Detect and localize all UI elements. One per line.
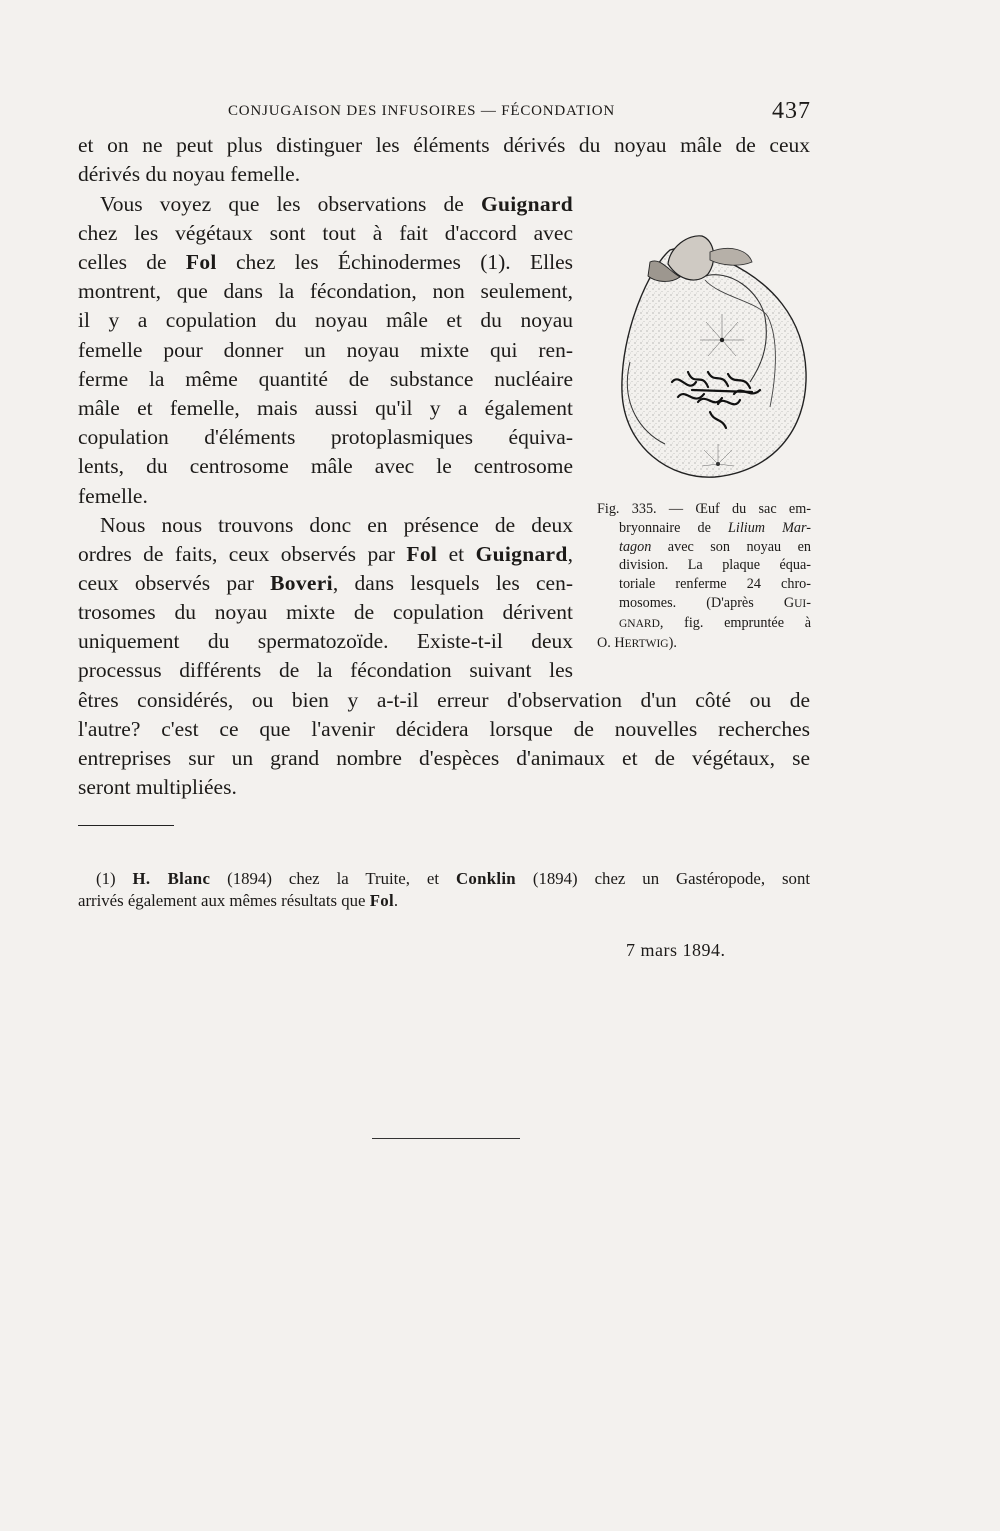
text-line: montrent, que dans la fécondation, non seulement,: [78, 279, 573, 303]
caption-line: O. HERTWIG).: [597, 634, 677, 651]
text-line: celles de Fol chez les Échinodermes (1). Elles: [78, 250, 573, 274]
caption-line: toriale renferme 24 chro-: [619, 576, 811, 593]
text-line: Vous voyez que les observations de Guignard: [100, 192, 573, 216]
end-rule: [372, 1138, 520, 1139]
egg-cell-illustration: [610, 222, 815, 502]
caption-line: Fig. 335. — Œuf du sac em-: [597, 501, 811, 517]
footnote-line: arrivés également aux mêmes résultats que Fol.: [78, 891, 399, 910]
caption-line: division. La plaque équa-: [619, 557, 811, 574]
caption-line: tagon avec son noyau en: [619, 538, 811, 555]
caption-line: GNARD, fig. empruntée à: [619, 614, 811, 631]
caption-line: bryonnaire de Lilium Mar-: [619, 519, 811, 536]
text-line: copulation d'éléments protoplasmiques équiva-: [78, 425, 573, 449]
footnote-rule: [78, 825, 174, 826]
text-line: seront multipliées.: [78, 775, 237, 799]
text-line: uniquement du spermatozoïde. Existe-t-il deux: [78, 629, 573, 653]
page-number: 437: [772, 98, 811, 124]
text-line: entreprises sur un grand nombre d'espèces d'animaux et de végétaux, se: [78, 746, 810, 770]
text-line: chez les végétaux sont tout à fait d'accord avec: [78, 221, 573, 245]
text-line: mâle et femelle, mais aussi qu'il y a également: [78, 396, 573, 420]
figure-caption: [597, 500, 811, 653]
footnote: [78, 868, 810, 912]
text-line: ordres de faits, ceux observés par Fol et Guignard,: [78, 542, 573, 566]
text-line: processus différents de la fécondation suivant les: [78, 658, 573, 682]
text-line: lents, du centrosome mâle avec le centrosome: [78, 454, 573, 478]
text-line: trosomes du noyau mixte de copulation dérivent: [78, 600, 573, 624]
text-line: femelle.: [78, 484, 148, 508]
text-line: l'autre? c'est ce que l'avenir décidera lorsque de nouvelles recherches: [78, 717, 810, 741]
text-line: ceux observés par Boveri, dans lesquels les cen-: [78, 571, 573, 595]
text-line: Nous nous trouvons donc en présence de deux: [100, 513, 573, 537]
caption-line: mosomes. (D'après GUI-: [619, 594, 811, 611]
text-line: ferme la même quantité de substance nucléaire: [78, 367, 573, 391]
text-line: il y a copulation du noyau mâle et du noyau: [78, 308, 573, 332]
text-line: êtres considérés, ou bien y a-t-il erreur d'observation d'un côté ou de: [78, 688, 810, 712]
footnote-line: (1) H. Blanc (1894) chez la Truite, et Conklin (1894) chez un Gastéropode, sont: [96, 869, 810, 888]
running-title: CONJUGAISON DES INFUSOIRES — FÉCONDATION: [228, 103, 616, 119]
date-line: 7 mars 1894.: [626, 940, 726, 960]
text-line: et on ne peut plus distinguer les éléments dérivés du noyau mâle de ceux: [78, 133, 810, 157]
text-line: femelle pour donner un noyau mixte qui ren-: [78, 338, 573, 362]
text-line: dérivés du noyau femelle.: [78, 162, 301, 186]
